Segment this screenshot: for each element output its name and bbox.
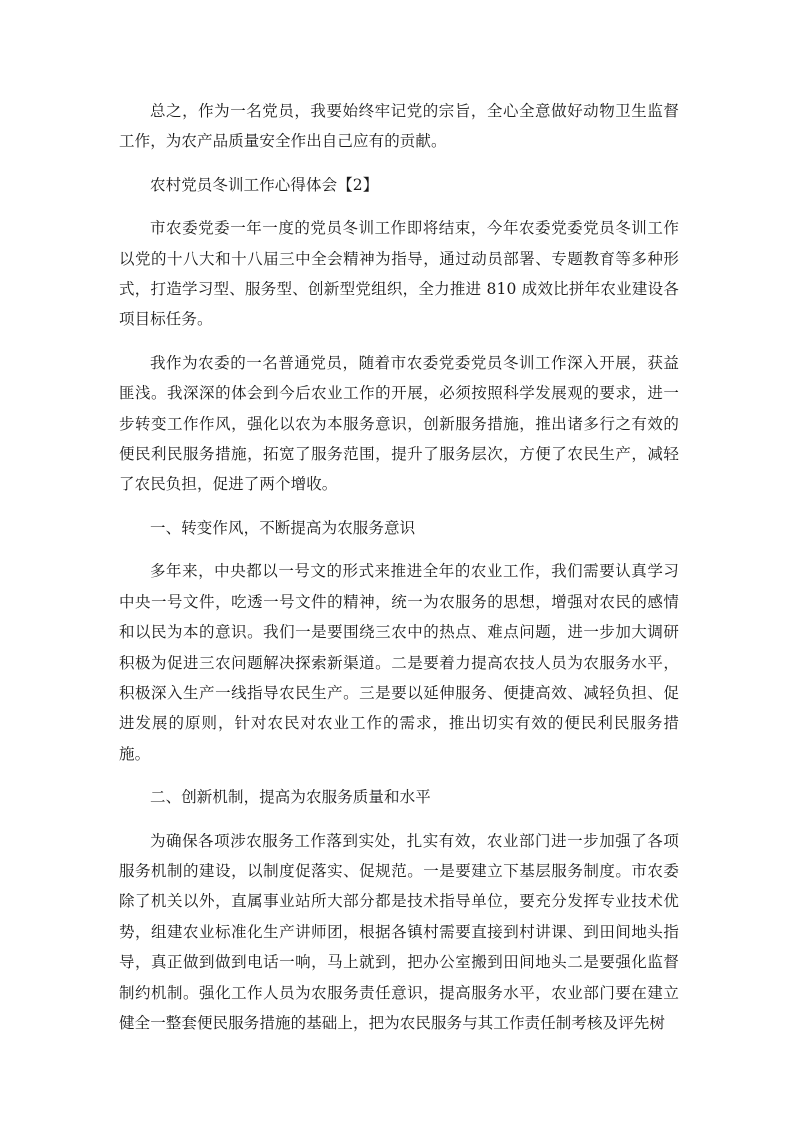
document-body xyxy=(119,96,679,1051)
subheading-two: 二、创新机制，提高为农服务质量和水平 xyxy=(150,788,431,807)
paragraph-conclusion: 总之，作为一名党员，我要始终牢记党的宗旨，全心全意做好动物卫生监督工作，为农产品质量安全作出自己应有的贡献。 xyxy=(119,102,679,151)
paragraph-intro: 市农委党委一年一度的党员冬训工作即将结束，今年农委党委党员冬训工作以党的十八大和十八届三中全会精神为指导，通过动员部署、专题教育等多种形式，打造学习型、服务型、创新型党组织，全力推进 810 成效比拼年农业建设各项目标任务。 xyxy=(119,219,679,329)
paragraph-section-two: 为确保各项涉农服务工作落到实处，扎实有效，农业部门进一步加强了各项服务机制的建设，以制度促落实、促规范。一是要建立下基层服务制度。市农委除了机关以外，直属事业站所大部分都是技术指导单位，要充分发挥专业技术优势，组建农业标准化生产讲师团，根据各镇村需要直接到村讲课、到田间地头指导，真正做到做到电话一响，马上就到，把办公室搬到田间地头二是要强化监督制约机制。强化工作人员为农服务责任意识，提高服务水平，农业部门要在建立健全一整套便民服务措施的基础上，把为农民服务与其工作责任制考核及评先树 xyxy=(119,831,679,1032)
section-title: 农村党员冬训工作心得体会【2】 xyxy=(150,175,379,194)
subheading-one: 一、转变作风，不断提高为农服务意识 xyxy=(150,518,416,537)
paragraph-section-one: 多年来，中央都以一号文的形式来推进全年的农业工作，我们需要认真学习中央一号文件，吃透一号文件的精神，统一为农服务的思想，增强对农民的感情和以民为本的意识。我们一是要围绕三农中的热点、难点问题，进一步加大调研积极为促进三农问题解决探索新渠道。二是要着力提高农技人员为农服务水平，积极深入生产一线指导农民生产。三是要以延伸服务、便捷高效、减轻负担、促进发展的原则，针对农民对农业工作的需求，推出切实有效的便民利民服务措施。 xyxy=(119,562,679,763)
paragraph-reflection: 我作为农委的一名普通党员，随着市农委党委党员冬训工作深入开展，获益匪浅。我深深的体会到今后农业工作的开展，必须按照科学发展观的要求，进一步转变工作作风，强化以农为本服务意识，创新服务措施，推出诸多行之有效的便民利民服务措施，拓宽了服务范围，提升了服务层次，方便了农民生产，减轻了农民负担，促进了两个增收。 xyxy=(119,353,679,494)
